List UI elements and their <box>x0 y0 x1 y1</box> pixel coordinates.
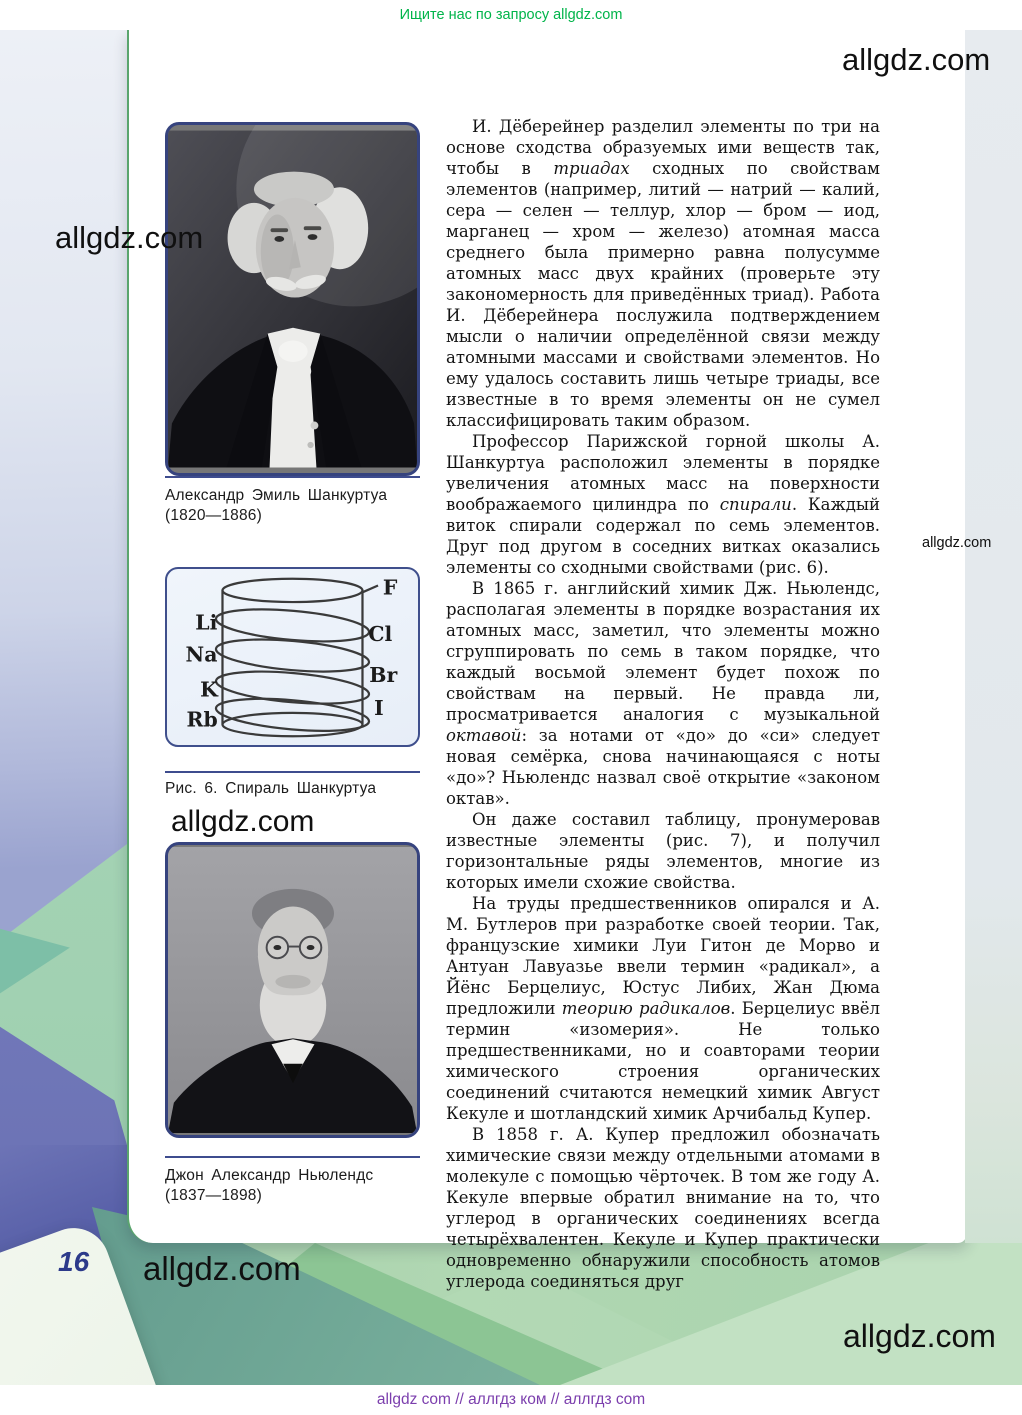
caption-years: (1837—1898) <box>165 1186 262 1204</box>
spiral-label-cl: Cl <box>368 621 393 646</box>
paragraph-kuper: В 1858 г. А. Купер предложил обозначать химические связи между отдельными атомами в молекуле с помощью чёрточек. В том же году А. Кекуле впервые обратил внимание на то, что углерод в органических соединениях всегда четырёхвалентен. Кекуле и Купер практически одновременно обнаружили способность атомов углерода соединяться друг <box>446 1125 880 1291</box>
caption-years: (1820—1886) <box>165 506 262 524</box>
watermark-left: allgdz.com <box>55 220 204 255</box>
spiral-label-li: Li <box>195 610 218 635</box>
figure-6-caption <box>165 779 423 799</box>
caption-divider <box>165 771 420 773</box>
portrait-chancourtois-caption <box>165 486 423 525</box>
portrait-newlands-image <box>168 845 417 1135</box>
portrait-newlands <box>165 842 420 1138</box>
watermark-small-right: allgdz.com <box>922 535 992 551</box>
spiral-label-i: I <box>374 695 384 720</box>
article-text <box>446 116 880 1292</box>
spiral-label-na: Na <box>185 642 218 667</box>
paragraph-chancourtois: Профессор Парижской горной школы А. Шанкуртуа расположил элементы в порядке увеличения атомных масс на поверхности воображаемого цилиндра по спирали. Каждый виток спирали содержал по семь элементов. Друг под другом в соседних витках оказались элементы со сходными свойствами (рис. 6). <box>446 432 880 577</box>
page-number: 16 <box>58 1246 90 1277</box>
portrait-chancourtois-image <box>168 125 417 473</box>
watermark-bottom-right: allgdz.com <box>843 1318 996 1354</box>
watermark-bottom-left: allgdz.com <box>143 1250 301 1287</box>
watermark-top-right: allgdz.com <box>842 42 991 77</box>
spiral-label-f: F <box>382 575 398 600</box>
promo-banner <box>0 0 1022 30</box>
watermark-middle: allgdz.com <box>171 805 315 838</box>
footer-links-text[interactable]: allgdz com // аллгдз ком // аллгдз com <box>376 1391 646 1408</box>
caption-divider <box>165 476 420 478</box>
paragraph-table: Он даже составил таблицу, пронумеровав известные элементы (рис. 7), и получил горизонтальные ряды элементов, многие из которых имели схожие свойства. <box>446 810 880 892</box>
spiral-label-br: Br <box>369 662 398 687</box>
right-margin-decoration <box>965 30 1022 1243</box>
portrait-newlands-caption <box>165 1166 423 1205</box>
footer-links-bar <box>0 1385 1022 1415</box>
caption-name: Александр Эмиль Шанкуртуа <box>165 487 388 504</box>
paragraph-butlerov: На труды предшественников опирался и А. М. Бутлеров при разработке своей теории. Так, французские химики Луи Гитон де Морво и Антуан Лавуазье ввели термин «радикал», а Йёнс Берцелиус, Юстус Либих, Жан Дюма предложили теорию радикалов. Берцелиус ввёл термин «изомерия». Не только предшественниками, но и соавторами теории химического строения органических соединений считаются немецкий химик Август Кекуле и шотландский химик Арчибальд Купер. <box>446 894 880 1123</box>
paragraph-doebereiner: И. Дёберейнер разделил элементы по три на основе сходства образуемых ими веществ так, чтобы в триадах сходных по свойствам элементов (например, литий — натрий — калий, сера — селен — теллур, хлор — бром — иод, марганец — хром — железо) атомная масса среднего была примерно равна полусумме атомных масс двух крайних (проверьте эту закономерность для приведённых триад). Работа И. Дёберейнера послужила подтверждением мысли о наличии определённой связи между атомными массами и свойствами элементов. Но ему удалось составить лишь четыре триады, все известные в то время элементы он не сумел классифицировать таким образом. <box>446 117 880 430</box>
promo-banner-text: Ищите нас по запросу allgdz.com <box>399 7 623 23</box>
spiral-diagram <box>167 569 417 744</box>
caption-name: Джон Александр Ньюлендс <box>165 1167 374 1184</box>
caption-divider <box>165 1156 420 1158</box>
left-margin-decoration <box>0 30 127 1145</box>
paragraph-newlands: В 1865 г. английский химик Дж. Ньюлендс, располагая элементы в порядке возрастания их атомных масс, заметил, что элементы можно сгруппировать по семь в таком порядке, что каждый восьмой элемент будет похож по свойствам на первый. Не правда ли, просматривается аналогия с музыкальной октавой: за нотами от «до» до «си» следует новая семёрка, снова начинающаяся с ноты «до»? Ньюлендс назвал своё открытие «законом октав». <box>446 579 880 808</box>
spiral-label-rb: Rb <box>186 707 218 732</box>
figure-caption-text: Рис. 6. Спираль Шанкуртуа <box>165 780 377 797</box>
portrait-chancourtois <box>165 122 420 476</box>
figure-6-spiral <box>165 567 420 747</box>
spiral-label-k: K <box>200 677 218 702</box>
